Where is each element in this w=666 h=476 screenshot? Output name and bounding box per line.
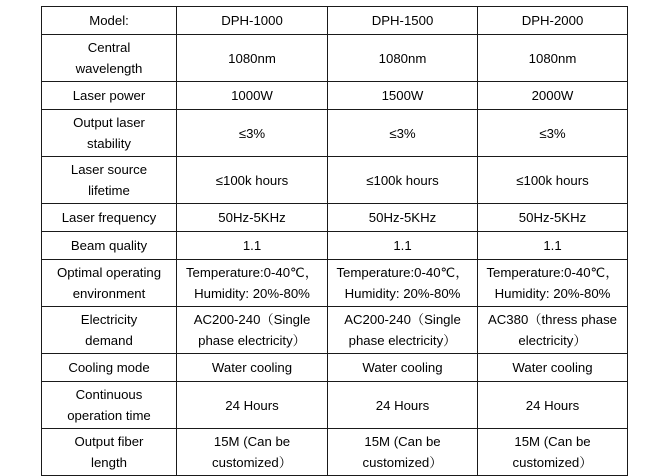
value-cell	[177, 382, 328, 429]
row-label-line: operation time	[67, 408, 151, 423]
value-text: 24 Hours	[375, 397, 430, 413]
row-label-cell	[42, 232, 177, 260]
value-text: 1080nm	[378, 50, 427, 66]
table-row	[42, 260, 628, 307]
table-row	[42, 82, 628, 110]
table-row	[42, 429, 628, 476]
value-cell	[478, 157, 628, 204]
value-cell	[478, 232, 628, 260]
row-label-line: demand	[85, 333, 133, 348]
row-label-line: length	[91, 455, 127, 470]
value-cell	[478, 354, 628, 382]
table-row	[42, 110, 628, 157]
value-cell	[177, 429, 328, 476]
spec-table-container	[41, 6, 627, 476]
value-text: 1.1	[543, 238, 562, 253]
value-cell	[328, 204, 478, 232]
row-label-line: Output laser	[73, 115, 145, 130]
value-text: AC200-240（Single	[193, 312, 311, 327]
value-text: electricity）	[518, 333, 587, 348]
value-text: 15M (Can be	[514, 434, 591, 449]
column-header-cell	[328, 7, 478, 35]
value-text: Temperature:0-40℃，	[336, 265, 469, 280]
value-text: Water cooling	[211, 360, 293, 375]
table-row	[42, 354, 628, 382]
table-row	[42, 7, 628, 35]
table-row	[42, 382, 628, 429]
row-label-cell	[42, 204, 177, 232]
row-label-line: lifetime	[88, 183, 130, 198]
row-label-cell	[42, 260, 177, 307]
value-text: ≤100k hours	[215, 172, 289, 188]
row-label-line: Laser power	[72, 88, 146, 103]
value-cell	[177, 260, 328, 307]
value-cell	[478, 82, 628, 110]
row-label-cell	[42, 82, 177, 110]
value-cell	[478, 110, 628, 157]
table-row	[42, 232, 628, 260]
row-label-cell	[42, 110, 177, 157]
row-label-line: Beam quality	[70, 238, 148, 253]
row-label-cell	[42, 307, 177, 354]
value-text: AC200-240（Single	[344, 312, 461, 327]
spec-table-body	[42, 7, 628, 476]
value-text: phase electricity）	[348, 333, 457, 348]
value-cell	[328, 232, 478, 260]
row-label-line: Central	[87, 40, 131, 55]
value-text: phase electricity）	[198, 333, 306, 348]
value-text: ≤100k hours	[516, 172, 589, 188]
value-text: 1.1	[242, 238, 262, 253]
value-cell	[177, 82, 328, 110]
value-cell	[328, 260, 478, 307]
value-text: ≤100k hours	[366, 172, 439, 188]
column-header-text: DPH-2000	[521, 13, 584, 28]
table-row	[42, 35, 628, 82]
row-label-cell	[42, 429, 177, 476]
row-label-line: stability	[87, 136, 131, 151]
value-text: 1080nm	[228, 50, 276, 66]
value-cell	[328, 35, 478, 82]
value-text: ≤3%	[539, 125, 566, 141]
value-text: 50Hz-5KHz	[368, 210, 437, 225]
value-cell	[328, 429, 478, 476]
row-label-line: environment	[72, 286, 146, 301]
row-label-cell	[42, 7, 177, 35]
value-text: Temperature:0-40℃，	[185, 265, 319, 280]
row-label-line: wavelength	[75, 61, 143, 76]
value-text: ≤3%	[389, 125, 416, 141]
value-text: 50Hz-5KHz	[518, 210, 587, 225]
value-cell	[177, 232, 328, 260]
row-label-line: Cooling mode	[68, 360, 150, 375]
value-text: Humidity: 20%-80%	[494, 286, 611, 301]
value-cell	[177, 157, 328, 204]
row-label-line: Laser frequency	[61, 210, 157, 225]
value-cell	[328, 354, 478, 382]
value-text: 24 Hours	[225, 397, 279, 413]
value-cell	[177, 35, 328, 82]
row-label-line: Output fiber	[74, 434, 144, 449]
value-text: 2000W	[531, 88, 574, 103]
value-text: Humidity: 20%-80%	[344, 286, 461, 301]
value-cell	[328, 82, 478, 110]
value-text: AC380（thress phase	[487, 312, 618, 327]
value-text: customized）	[362, 455, 443, 470]
value-text: 24 Hours	[525, 397, 580, 413]
value-cell	[478, 429, 628, 476]
value-cell	[478, 260, 628, 307]
value-text: 15M (Can be	[213, 434, 291, 449]
value-text: Temperature:0-40℃，	[486, 265, 619, 280]
column-header-text: DPH-1500	[371, 13, 434, 28]
value-text: Humidity: 20%-80%	[194, 286, 310, 301]
value-cell	[177, 204, 328, 232]
value-cell	[478, 382, 628, 429]
value-text: 1500W	[381, 88, 424, 103]
value-cell	[478, 307, 628, 354]
row-label-cell	[42, 382, 177, 429]
value-cell	[328, 157, 478, 204]
value-text: ≤3%	[238, 125, 266, 141]
row-label-cell	[42, 157, 177, 204]
value-text: Water cooling	[512, 360, 593, 375]
table-row	[42, 204, 628, 232]
row-label-cell	[42, 354, 177, 382]
value-cell	[328, 307, 478, 354]
value-text: customized）	[212, 455, 292, 470]
value-text: customized）	[512, 455, 593, 470]
row-label-cell	[42, 35, 177, 82]
value-cell	[177, 110, 328, 157]
row-label-line: Laser source	[70, 162, 148, 177]
value-text: 50Hz-5KHz	[218, 210, 286, 225]
value-text: 1000W	[231, 88, 273, 103]
column-header-cell	[177, 7, 328, 35]
column-header-cell	[478, 7, 628, 35]
column-header-text: DPH-1000	[221, 13, 283, 28]
value-text: 15M (Can be	[364, 434, 441, 449]
value-cell	[328, 382, 478, 429]
value-cell	[478, 204, 628, 232]
row-label-line: Optimal operating	[56, 265, 162, 280]
value-cell	[177, 307, 328, 354]
row-label-line: Model:	[89, 13, 129, 28]
table-row	[42, 157, 628, 204]
value-cell	[177, 354, 328, 382]
table-row	[42, 307, 628, 354]
value-text: 1.1	[393, 238, 412, 253]
row-label-line: Electricity	[80, 312, 138, 327]
value-cell	[328, 110, 478, 157]
laser-specifications-table	[41, 6, 628, 476]
value-text: Water cooling	[362, 360, 443, 375]
row-label-line: Continuous	[75, 387, 143, 402]
value-text: 1080nm	[528, 50, 577, 66]
value-cell	[478, 35, 628, 82]
